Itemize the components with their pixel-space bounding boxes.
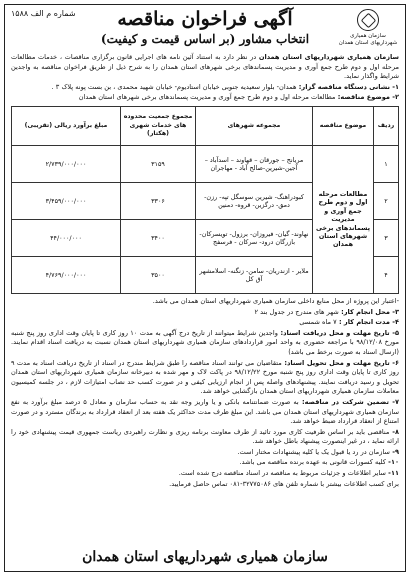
clause-text: مناقصی باید بر اساس ظرفیت کاری مورد تائید از طرف معاونت برنامه ریزی و نظارت راهبردی ریاست جمهوری قیمت پیشنهادی خود را ارائه نماید ، در غیر اینصورت پیشنهاد باطل خواهد شد. [11,427,399,446]
price-cell: ۳/۴۵۹/۰۰۰/۰۰۰ [12,182,121,219]
logo-seal-icon [357,9,379,31]
address-text: همدان- بلوار سعیدیه جنوبی خیابان استادیوم- خیابان شهید محمدی ، بن بست پونه پلاک ۳ . [51,82,297,91]
price-cell: ۲/۷۳۹/۰۰۰/۰۰۰ [12,145,121,182]
clause [11,359,399,397]
row-number: ۱ [374,145,399,182]
clause-text: به صورت ضمانتنامه بانکی و یا واریز وجه نقد به حساب سازمان و معادل ۵ درصد مبلغ برآورد به نفع سازمان همیاری شهرداریهای استان همدان می باشد. این مبلغ ظرف مدت حداکثر یک هفته بعد از انعقاد قرارداد به برندگان مسترد و در صورت امتناع از انعقاد قرارداد ضبط خواهد شد. [11,397,399,426]
population-cell: ۳۱۵۹ [121,145,196,182]
clause-label: ۴- مدت انجام کار : [336,318,399,327]
clause-label: ۸- [389,427,399,436]
price-cell: ۴/۷۶۹/۰۰۰/۰۰۰ [12,256,121,293]
row-number: ۲ [374,182,399,219]
organization-logo [337,9,399,47]
clause [11,458,399,468]
subject-clause [11,93,399,103]
row-number: ۳ [374,219,399,256]
clause [11,308,399,318]
population-cell: ۳۴۰۰ [121,219,196,256]
population-cell: ۳۳۰۶ [121,182,196,219]
clause [11,448,399,458]
population-cell: ۳۵۰۰ [121,256,196,293]
clause-text: ۷ ماه شمسی [299,318,337,327]
clause-label: ۵- تاریخ مهلت و محل دریافت اسناد: [277,328,399,337]
clause-label: ۹- [389,447,399,456]
row-number: ۴ [374,256,399,293]
table-header-row [12,106,399,145]
headline [95,7,315,47]
header-cities: مجموعه شهرهای [196,106,313,145]
clause [11,428,399,447]
intro-organization: سازمان همیاری شهرداریهای استان همدان [258,53,399,61]
clause-label: ۳- محل انجام کار: [338,307,399,316]
subject-cell: مطالعات مرحله اول و دوم طرح جمع آوری و مدیریت پسماندهای برخی شهرهای استان همدان [313,145,374,293]
header-subject: موضوع مناقصه [313,106,374,145]
tender-notice-page [4,4,406,572]
clause-text: متقاضیان می توانند اسناد مناقصه را طبق شرایط مندرج در اسناد از تاریخ دریافت اسناد به مدت ۹ روز کاری تا پایان وقت اداری روز پنج شنبه مورخ ۹۸/۱۲/۲۲ در پاکت لاک و مهر شده به دبیرخانه سازمان همیاری شهرداریهای استان همدان تحویل و رسید دریافت نمایند. پیشنهادهای واصله پس از انجام ارزیابی کیفی و در صورت کسب حد نصاب امتیازات لازم ، در جلسه کمیسیون معاملات سازمان همیاری شهرداریهای استان همدان بازگشایی خواهد شد. [11,358,399,396]
notice-header [5,5,405,53]
notice-title: آگهی فراخوان مناقصه [117,8,293,30]
clause-label: ۱۱- [385,469,399,478]
clause-label: ۱۰- [385,458,399,467]
clause-text: واجدین شرایط میتوانند از تاریخ درج آگهی به مدت ۱۰ روز کاری تا پایان وقت اداری روز پنج شنبه مورخ ۹۸/۱۲/۰۸ با مراجعه حضوری به واحد امور قراردادهای سازمان همیاری شهرداریهای استان همدان نسبت به دریافت اسناد اقدام نمایند. (ارسال اسناد به صورت برخط می باشد) [11,328,399,356]
serial-number: شماره م الف ۱۵۸۸ [11,9,76,18]
clause [11,297,399,307]
clause [11,318,399,328]
intro-paragraph [11,53,399,82]
tender-table [11,106,399,294]
subject-text: مطالعات مرحله اول و دوم طرح جمع آوری و مدیریت پسماندهای برخی شهرهای استان همدان [78,93,336,102]
header-row-number: ردیف [374,106,399,145]
address-clause [11,83,399,93]
clause [11,480,399,490]
clause-text: سایر اطلاعات و جزئیات مربوط به مناقصه در اسناد مناقصه درج شده است. [178,469,386,478]
notice-subtitle: انتخاب مشاور (بر اساس قیمت و کیفیت) [100,32,310,46]
clause [11,398,399,427]
clause-label: ۷- تضمین شرکت در مناقصه: [298,397,399,406]
clause-text: -اعتبار این پروژه از محل منابع داخلی سازمان همیاری شهرداریهای استان همدان می باشد. [152,296,399,305]
clause [11,329,399,358]
clause [11,469,399,479]
clause-text: شهر های مندرج در جدول بند ۲ [254,307,339,316]
cities-cell: مریانج – جورقان – قهاوند – اسدآباد – آجین-شیرین-صالح آباد - مهاجران [196,145,313,182]
clauses-list [11,297,399,489]
table-row [12,145,399,182]
header-price: مبلغ برآورد ریالی (تقریبی) [12,106,121,145]
logo-text: سازمان همیاری شهرداریهای استان همدان [338,33,398,46]
header-population: مجموع جمعیت محدوده های خدمات شهری (هکتار) [121,106,196,145]
clause-text: برای کسب اطلاعات بیشتر با شماره تلفن های ۳۲۷۷۵۰۸۶-۰۸۱ تماس حاصل فرمایید. [169,479,399,488]
clause-label: ۶- تاریخ مهلت و محل تحویل اسناد: [281,358,399,367]
footer-organization: سازمان همیاری شهرداریهای استان همدان [82,549,328,565]
price-cell: ۴۴/۰۰۰/۰۰۰ [12,219,121,256]
cities-cell: کبودراهنگ- شیرین سوسگل تپه- رزن- دمق- درگزین- قروه- دمنین [196,182,313,219]
intro-text: در نظر دارد به استناد آئین نامه های اجرایی قانون برگزاری مناقصات ، خدمات مطالعات مرحله اول و دوم طرح جمع آوری و مدیریت پسماندهای برخی شهرهای استان همدان را به شرح ذیل از طریق فراخوان مناقصه به واجدین شرایط واگذار نماید. [11,53,399,81]
cities-cell: نهاوند- گیان- فیروزان- برزول- تویسرکان-بازرگان درود- سرکان - فرسفج [196,219,313,256]
notice-body [5,53,405,489]
clause-text: کلیه کسورات قانونی به عهده برنده مناقصه می باشد. [239,458,386,467]
address-label: ۱- نشانی دستگاه مناقصه گزار: [296,82,399,91]
clause-text: سازمان در رد یا قبول یک یا کلیه پیشنهادات مختار است. [237,447,390,456]
cities-cell: ملایر - ازندریان- سامن- زنگنه- اسلامشهر آق کل [196,256,313,293]
subject-label: ۲- موضوع مناقصه: [335,93,399,102]
